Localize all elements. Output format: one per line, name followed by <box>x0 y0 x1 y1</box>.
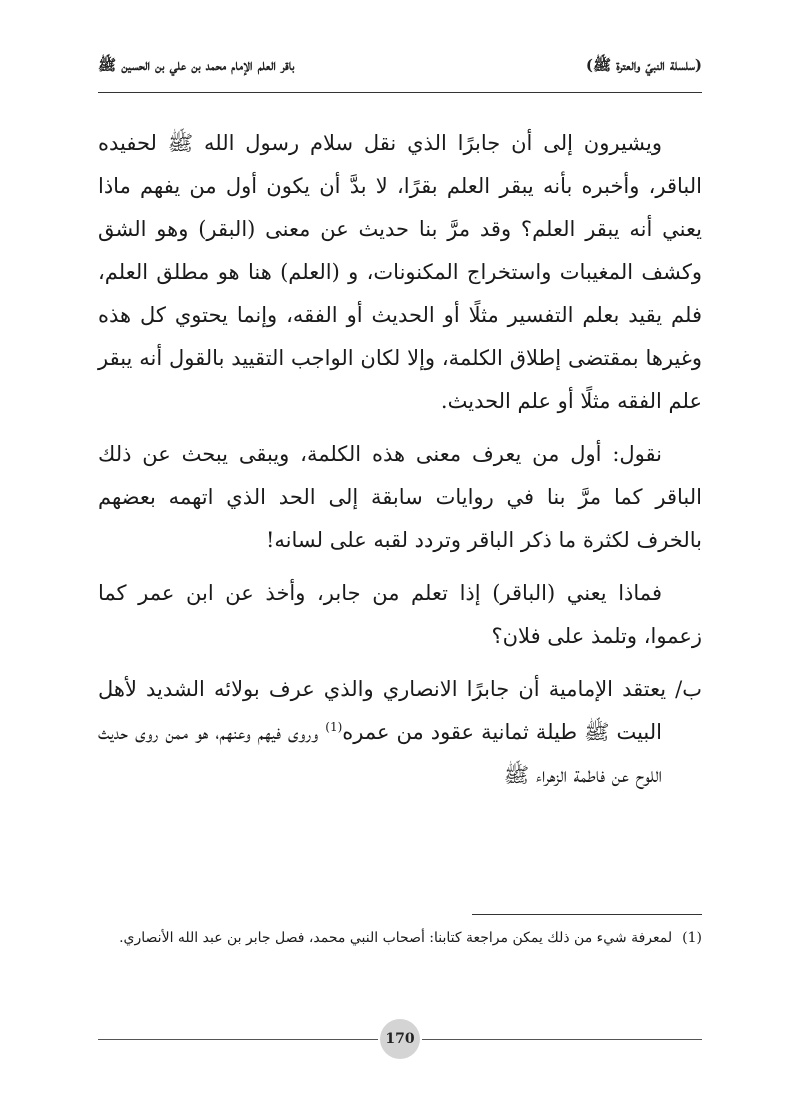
main-text <box>98 122 702 807</box>
paragraph-4-text-b: وروى فيهم وعنهم، هو ممن روى حديث اللوح عن فاطمة الزهراء ﷺ <box>98 720 662 787</box>
footnote <box>98 926 702 950</box>
paragraph-2: نقول: أول من يعرف معنى هذه الكلمة، ويبقى يبحث عن ذلك الباقر كما مرَّ بنا في روايات سابقة إلى الحد الذي اتهمه بعضهم بالخرف لكثرة ما ذكر الباقر وتردد لقبه على لسانه! <box>98 442 702 552</box>
header-divider <box>98 92 702 93</box>
paragraph-1: ويشيرون إلى أن جابرًا الذي نقل سلام رسول الله ﷺ لحفيده الباقر، وأخبره بأنه يبقر العلم بقرًا، لا بدَّ أن يكون أول من يفهم ماذا يعني أنه يبقر العلم؟ وقد مرَّ بنا حديث عن معنى (البقر) وهو الشق وكشف المغيبات واستخراج المكنونات، و (العلم) هنا هو مطلق العلم، فلم يقيد بعلم التفسير مثلًا أو الحديث أو الفقه، وإنما يحتوي كل هذه وغيرها بمقتضى إطلاق الكلمة، وإلا لكان الواجب التقييد بالقول أنه يبقر علم الفقه مثلًا أو علم الحديث. <box>98 131 702 413</box>
footer-rule-left <box>98 1039 378 1040</box>
series-title: (سلسلة النبيّ والعترة ﷺ) <box>585 56 702 74</box>
book-title: باقر العلم الإمام محمد بن علي بن الحسين ﷺ <box>98 56 295 74</box>
running-header <box>98 52 702 82</box>
paragraph-4 <box>98 668 702 797</box>
paragraph-3: فماذا يعني (الباقر) إذا تعلم من جابر، وأخذ عن ابن عمر كما زعموا، وتلمذ على فلان؟ <box>98 581 702 648</box>
page-number: 170 <box>380 1019 420 1059</box>
footnote-text: لمعرفة شيء من ذلك يمكن مراجعة كتابنا: أصحاب النبي محمد، فصل جابر بن عبد الله الأنصاري. <box>119 930 673 946</box>
footnote-marker: (1) <box>325 720 343 734</box>
footnote-divider <box>472 914 702 915</box>
footer-rule-right <box>422 1039 702 1040</box>
footnote-number: (1) <box>682 930 702 946</box>
paragraph-4-text-a: ب/ يعتقد الإمامية أن جابرًا الانصاري والذي عرف بولائه الشديد لأهل البيت ﷺ طيلة ثمانية عقود من عمره <box>98 677 702 744</box>
